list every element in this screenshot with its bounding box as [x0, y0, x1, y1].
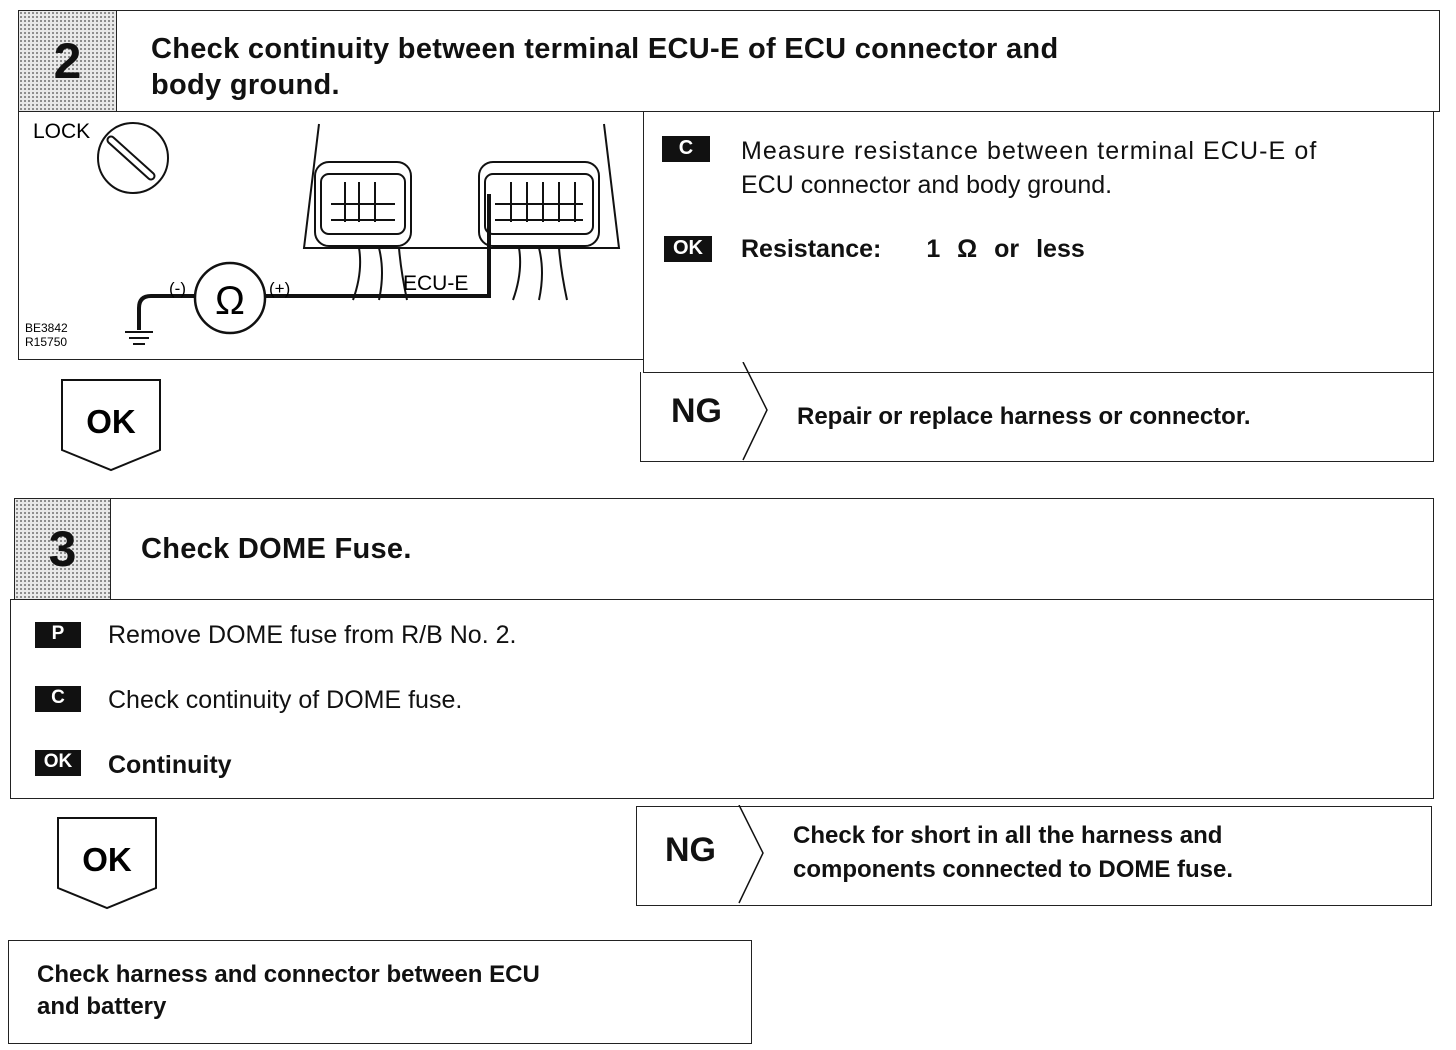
figure-code-2: R15750 [25, 335, 68, 349]
step-2-spec [741, 232, 1085, 266]
spec-value: 1 Ω or less [926, 235, 1085, 263]
step-3-ng-line1: Check for short in all the harness and [793, 822, 1223, 849]
step-2-ng-text: Repair or replace harness or connector. [797, 403, 1251, 430]
step-3-check-text: Check continuity of DOME fuse. [108, 686, 463, 714]
connector-diagram-panel [18, 111, 644, 360]
prep-badge: P [35, 622, 81, 648]
step-3-ok-arrow[interactable] [56, 816, 160, 912]
connector-diagram [19, 112, 645, 361]
final-step-box[interactable] [8, 940, 752, 1044]
final-step-line2: and battery [37, 993, 167, 1020]
step-2-ng-box[interactable] [640, 372, 1434, 462]
check-badge: C [35, 686, 81, 712]
step-2-ng-label: NG [671, 392, 722, 430]
step-2-ok-label: OK [86, 403, 136, 440]
step-2-title-line2: body ground. [151, 69, 340, 101]
ok-badge: OK [664, 236, 712, 262]
step-3-instructions [10, 599, 1434, 799]
figure-code-1: BE3842 [25, 321, 68, 335]
step-2-header [18, 10, 1440, 112]
ecu-e-label: ECU-E [403, 272, 469, 295]
step-3-title: Check DOME Fuse. [141, 533, 412, 565]
step-3-spec-text: Continuity [108, 751, 232, 779]
ground-icon [125, 332, 153, 344]
step-2-instructions [643, 111, 1434, 373]
step-2-title [151, 31, 1058, 103]
lock-label: LOCK [33, 120, 91, 143]
step-3-header [14, 498, 1434, 600]
spec-label: Resistance: [741, 235, 882, 263]
step-2-title-line1: Check continuity between terminal ECU-E of ECU connector and [151, 33, 1059, 65]
step-2-check-line1: Measure resistance between terminal ECU-E of [741, 137, 1318, 165]
ohm-symbol: Ω [215, 279, 245, 323]
step-3-ng-text [793, 819, 1233, 887]
step-2-number: 2 [19, 11, 117, 111]
positive-lead-label: (+) [269, 279, 291, 298]
step-3-number: 3 [15, 499, 111, 599]
step-3-ng-box[interactable] [636, 806, 1432, 906]
final-step-line1: Check harness and connector between ECU [37, 961, 540, 988]
step-2-ok-arrow[interactable] [60, 378, 164, 474]
ok-badge: OK [35, 750, 81, 776]
step-3-ok-label: OK [82, 841, 132, 878]
final-step-text [37, 959, 540, 1023]
negative-lead-label: (-) [169, 279, 186, 298]
check-badge: C [662, 136, 710, 162]
ng-divider-icon [741, 362, 771, 462]
step-2-check-line2: ECU connector and body ground. [741, 171, 1113, 199]
step-3-ng-line2: components connected to DOME fuse. [793, 856, 1234, 883]
ng-divider-icon [737, 805, 767, 905]
step-3-prep-text: Remove DOME fuse from R/B No. 2. [108, 621, 517, 649]
step-3-ng-label: NG [665, 831, 716, 869]
step-2-check-text [741, 134, 1421, 202]
